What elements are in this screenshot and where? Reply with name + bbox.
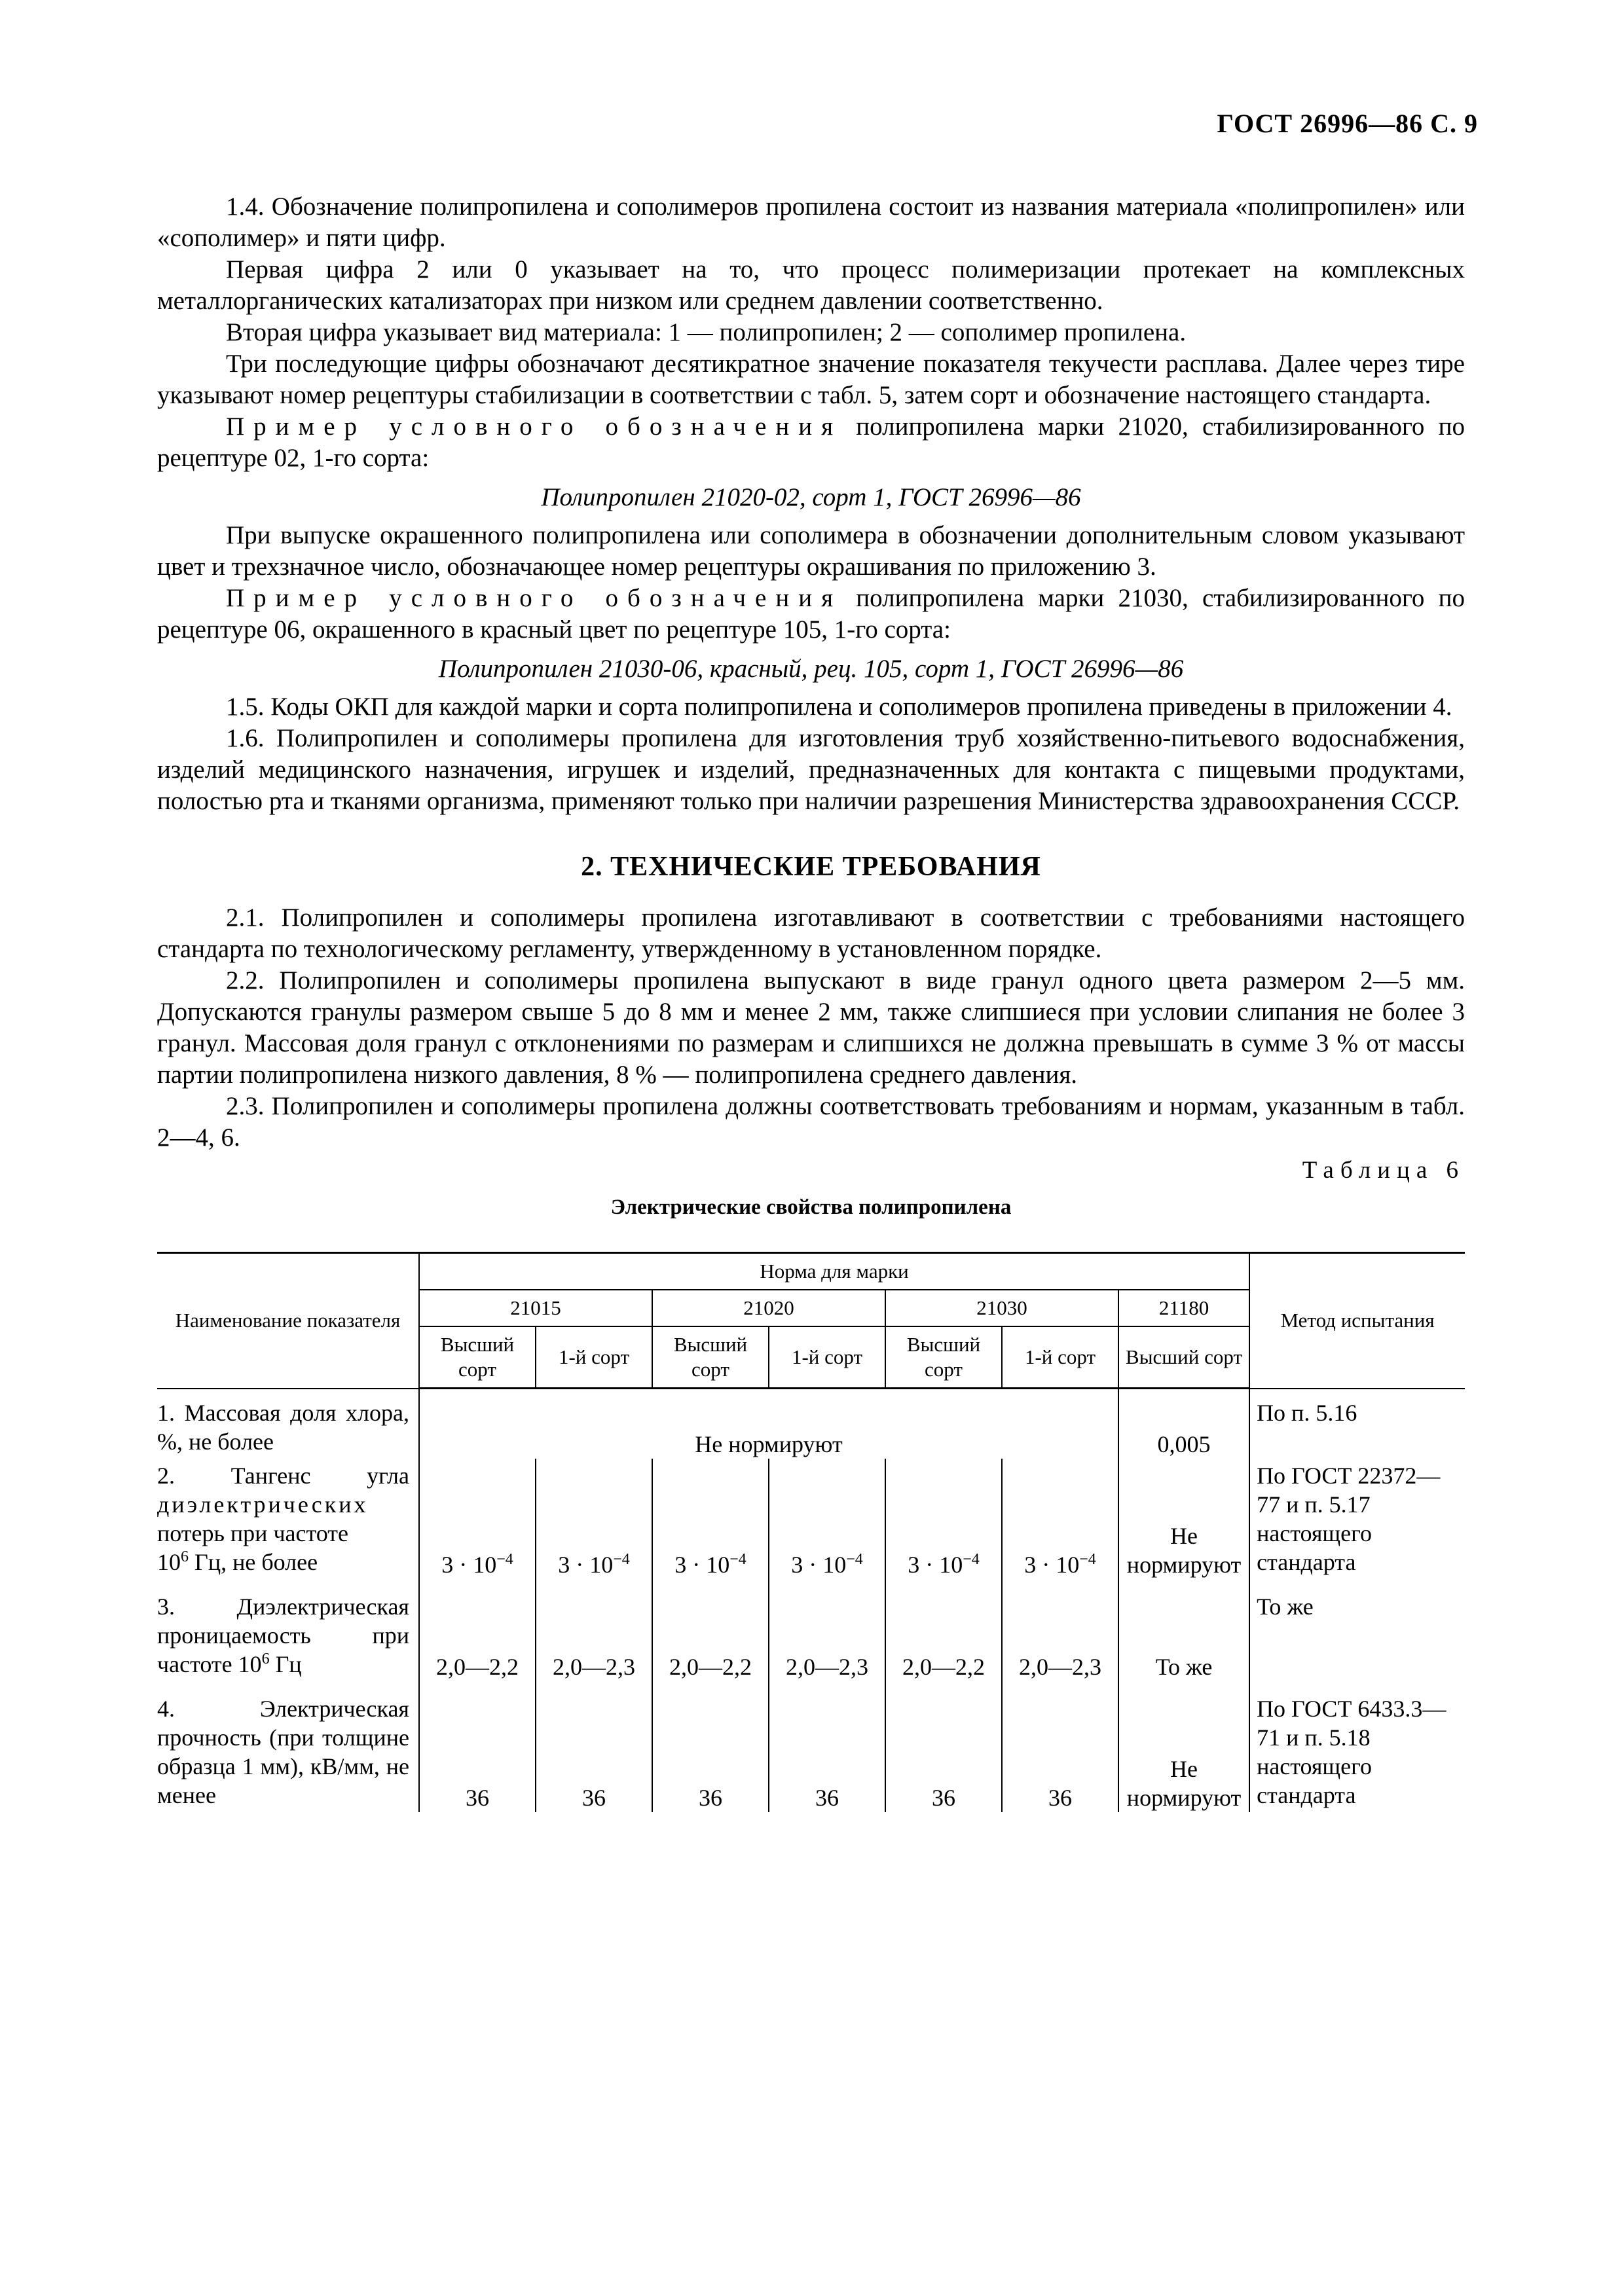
row-3-value: 2,0—2,3 xyxy=(536,1579,652,1681)
row-3-value: 2,0—2,3 xyxy=(1002,1579,1118,1681)
value-mantissa: 3 · 10 xyxy=(441,1551,497,1578)
value-exponent: −4 xyxy=(613,1550,630,1568)
row-3-value: 2,0—2,2 xyxy=(419,1579,536,1681)
row-4-value: 36 xyxy=(885,1681,1002,1812)
row-1-merged-value: Не нормируют xyxy=(419,1389,1118,1459)
example-designation-1: Полипропилен 21020-02, сорт 1, ГОСТ 26996—86 xyxy=(541,483,1081,511)
row-2-method: По ГОСТ 22372—77 и п. 5.17 настоящего стандарта xyxy=(1249,1459,1465,1579)
header-name: Наименование показателя xyxy=(157,1253,419,1389)
row-2-value xyxy=(652,1459,769,1579)
paragraph-1-4: 1.4. Обозначение полипропилена и сополимеров пропилена состоит из названия материала «полипропилен» или «сополимер» и пяти цифр. xyxy=(157,192,1465,252)
header-grade-first: 1-й сорт xyxy=(1002,1326,1118,1389)
row-1-method: По п. 5.16 xyxy=(1249,1389,1465,1459)
table-number: Таблица 6 xyxy=(1302,1157,1465,1184)
row-4-value: 36 xyxy=(419,1681,536,1812)
row-2-21180-value: Не нормируют xyxy=(1118,1459,1249,1579)
paragraph-2-2: 2.2. Полипропилен и сополимеры пропилена выпускают в виде гранул одного цвета размером 2—5 мм. Допускаются гранулы размером свыше 5 до 8 мм и менее 2 мм, также слипшиеся при условии слипания не более 3 гранул. Массовая доля гранул с отклонениями по размерам и слипшихся не должна превышать в сумме 3 % от массы партии полипропилена низкого давления, 8 % — полипропилена среднего давления. xyxy=(157,966,1465,1089)
row-4-value: 36 xyxy=(769,1681,885,1812)
paragraph-example-1 xyxy=(157,411,1465,474)
row-3-value: 2,0—2,2 xyxy=(652,1579,769,1681)
table-caption: Электрические свойства полипропилена xyxy=(610,1195,1012,1219)
table-row xyxy=(157,1459,1465,1579)
row-4-method: По ГОСТ 6433.3—71 и п. 5.18 настоящего стандарта xyxy=(1249,1681,1465,1812)
value-mantissa: 3 · 10 xyxy=(1024,1551,1080,1578)
row-3-name-unit: Гц xyxy=(269,1650,302,1677)
header-grade-first: 1-й сорт xyxy=(536,1326,652,1389)
row-2-name xyxy=(157,1459,419,1579)
row-3-21180-value: То же xyxy=(1118,1579,1249,1681)
value-exponent: −4 xyxy=(1079,1550,1096,1568)
row-3-name-text: 3. Диэлектрическая проницаемость при частоте 10 xyxy=(157,1593,409,1677)
example-rest-1: полипропилена марки 21020, стабилизированного по рецептуре 02, 1-го сорта: xyxy=(157,412,1465,472)
paragraph-2-1: 2.1. Полипропилен и сополимеры пропилена изготавливают в соответствии с требованиями настоящего стандарта по технологическому регламенту, утвержденному в установленном порядке. xyxy=(157,903,1465,963)
row-2-value xyxy=(769,1459,885,1579)
electrical-properties-table xyxy=(157,1252,1465,1812)
row-2-name-line: диэлектрических xyxy=(157,1491,369,1518)
row-4-value: 36 xyxy=(652,1681,769,1812)
value-mantissa: 3 · 10 xyxy=(674,1551,730,1578)
paragraph-colored: При выпуске окрашенного полипропилена или сополимера в обозначении дополнительным словом указывают цвет и трехзначное число, обозначающее номер рецептуры окрашивания по приложению 3. xyxy=(157,521,1465,581)
row-2-name-line: 2. Тангенс угла xyxy=(157,1462,409,1489)
paragraph-next-digits: Три последующие цифры обозначают десятикратное значение показателя текучести расплава. Далее через тире указывают номер рецептуры стабилизации в соответствии с табл. 5, затем сорт и обозначение настоящего стандарта. xyxy=(157,350,1465,409)
row-2-name-line: потерь при частоте xyxy=(157,1520,349,1546)
row-2-value xyxy=(419,1459,536,1579)
header-mark-21180: 21180 xyxy=(1118,1290,1249,1326)
row-2-name-line: 10 xyxy=(157,1548,181,1575)
value-mantissa: 3 · 10 xyxy=(558,1551,614,1578)
document-body xyxy=(157,191,1465,1812)
value-exponent: −4 xyxy=(963,1550,980,1568)
table-row xyxy=(157,1681,1465,1812)
header-grade-top: Высший сорт xyxy=(419,1326,536,1389)
table-row xyxy=(157,1579,1465,1681)
row-2-value xyxy=(536,1459,652,1579)
paragraph-1-5: 1.5. Коды ОКП для каждой марки и сорта полипропилена и сополимеров пропилена приведены в приложении 4. xyxy=(226,693,1452,721)
row-2-value xyxy=(885,1459,1002,1579)
row-4-value: 36 xyxy=(1002,1681,1118,1812)
table-row xyxy=(157,1389,1465,1459)
header-method: Метод испытания xyxy=(1249,1253,1465,1389)
paragraph-second-digit: Вторая цифра указывает вид материала: 1 — полипропилен; 2 — сополимер пропилена. xyxy=(226,318,1187,346)
row-3-value: 2,0—2,2 xyxy=(885,1579,1002,1681)
row-2-value xyxy=(1002,1459,1118,1579)
row-2-name-exponent: 6 xyxy=(181,1548,189,1565)
row-1-name: 1. Массовая доля хлора, %, не более xyxy=(157,1399,409,1455)
row-4-value: 36 xyxy=(536,1681,652,1812)
example-rest-2: полипропилена марки 21030, стабилизированного по рецептуре 06, окрашенного в красный цвет по рецептуре 105, 1-го сорта: xyxy=(157,584,1465,644)
row-1-21180-value: 0,005 xyxy=(1118,1389,1249,1459)
example-designation-2: Полипропилен 21030-06, красный, рец. 105, сорт 1, ГОСТ 26996—86 xyxy=(438,655,1184,683)
row-3-value: 2,0—2,3 xyxy=(769,1579,885,1681)
row-3-name-exponent: 6 xyxy=(261,1650,270,1667)
page-header: ГОСТ 26996—86 С. 9 xyxy=(1217,109,1478,138)
row-4-21180-value: Не нормируют xyxy=(1118,1681,1249,1812)
row-4-name: 4. Электрическая прочность (при толщине образца 1 мм), кВ/мм, не менее xyxy=(157,1695,409,1808)
paragraph-2-3: 2.3. Полипропилен и сополимеры пропилена должны соответствовать требованиям и нормам, указанным в табл. 2—4, 6. xyxy=(157,1092,1465,1152)
paragraph-1-6: 1.6. Полипропилен и сополимеры пропилена для изготовления труб хозяйственно-питьевого водоснабжения, изделий медицинского назначения, игрушек и изделий, предназначенных для контакта с пищевыми продуктами, полостью рта и тканями организма, применяют только при наличии разрешения Министерства здравоохранения СССР. xyxy=(157,724,1465,815)
paragraph-first-digit: Первая цифра 2 или 0 указывает на то, что процесс полимеризации протекает на комплексных металлорганических катализаторах при низком или среднем давлении соответственно. xyxy=(157,255,1465,315)
header-norm: Норма для марки xyxy=(419,1253,1249,1290)
paragraph-example-2 xyxy=(157,583,1465,646)
value-exponent: −4 xyxy=(496,1550,513,1568)
value-mantissa: 3 · 10 xyxy=(908,1551,963,1578)
header-grade-top: Высший сорт xyxy=(885,1326,1002,1389)
header-grade-top: Высший сорт xyxy=(652,1326,769,1389)
value-exponent: −4 xyxy=(729,1550,746,1568)
value-mantissa: 3 · 10 xyxy=(791,1551,847,1578)
header-mark-21020: 21020 xyxy=(652,1290,885,1326)
row-3-name xyxy=(157,1579,419,1681)
header-mark-21030: 21030 xyxy=(885,1290,1118,1326)
example-lead-1: Пример условного обозначения xyxy=(226,412,843,441)
row-2-name-line: Гц, не более xyxy=(189,1548,318,1575)
value-exponent: −4 xyxy=(846,1550,863,1568)
row-3-method: То же xyxy=(1249,1579,1465,1681)
section-title: 2. ТЕХНИЧЕСКИЕ ТРЕБОВАНИЯ xyxy=(581,852,1041,882)
header-grade-top: Высший сорт xyxy=(1118,1326,1249,1389)
header-grade-first: 1-й сорт xyxy=(769,1326,885,1389)
header-mark-21015: 21015 xyxy=(419,1290,652,1326)
example-lead-2: Пример условного обозначения xyxy=(226,584,843,612)
